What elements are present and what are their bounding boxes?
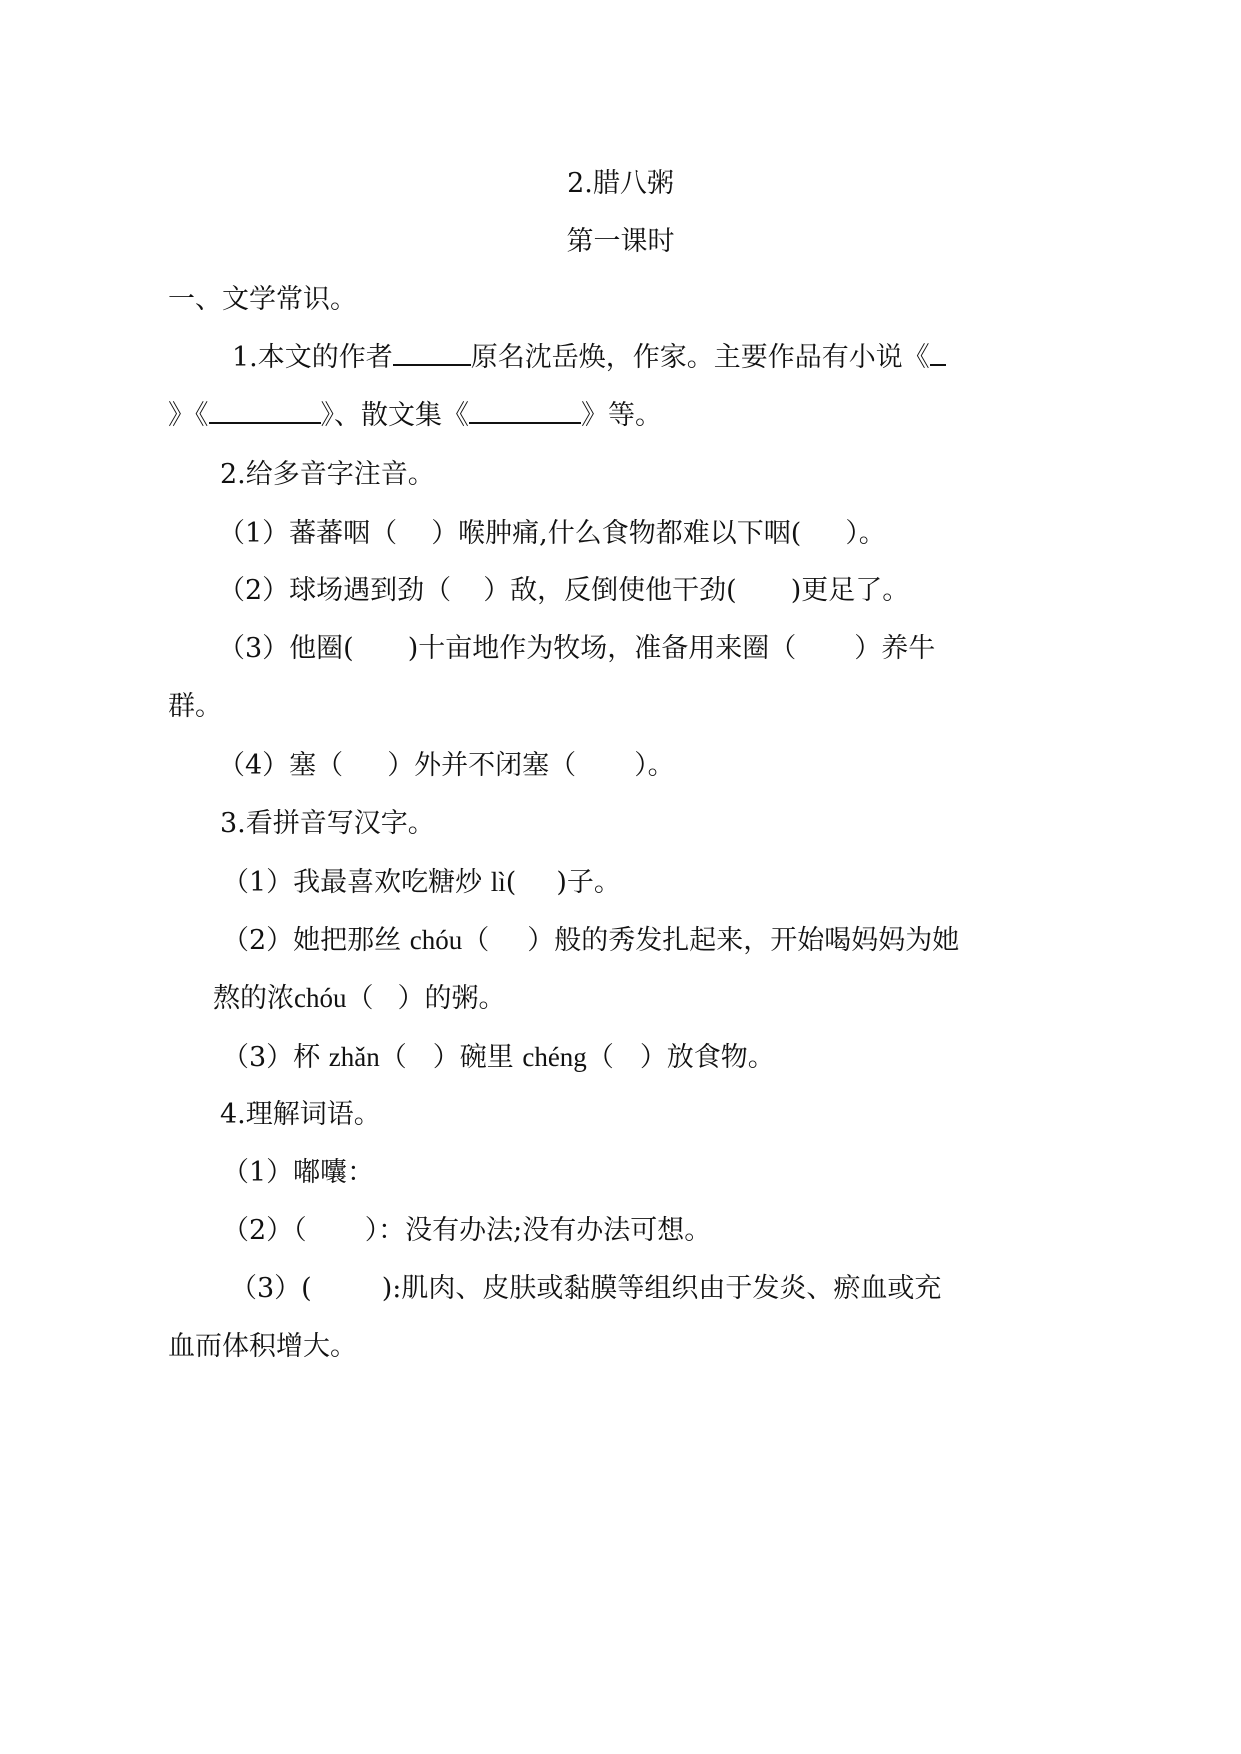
question-1-line-2 — [168, 396, 662, 436]
question-4-item-2 — [222, 1211, 711, 1251]
q1-line2-mid: 》、散文集《 — [320, 400, 469, 431]
question-4-item-3-cont: 血而体积增大。 — [168, 1331, 357, 1362]
question-2-item-3 — [218, 629, 935, 669]
q1-line2-end: 》等。 — [581, 400, 662, 431]
pinyin-cheng: chéng — [522, 1042, 587, 1072]
q2-3-c: ）养牛 — [854, 633, 936, 664]
q3-1-a: （1）我最喜欢吃糖炒 — [222, 867, 483, 898]
q1-mid: 原名沈岳焕，作家。主要作品有小说《 — [470, 342, 930, 373]
question-4-label: 4.理解词语。 — [220, 1099, 381, 1130]
page-title: 2.腊八粥 — [567, 168, 674, 199]
question-2-item-4 — [218, 746, 675, 786]
q2-1-a: （1）蕃蕃咽（ — [218, 518, 398, 549]
q2-1-b: ）喉肿痛,什么食物都难以下咽( — [431, 518, 802, 549]
q3-2-a: （2）她把那丝 — [222, 925, 402, 956]
q3-2-c: ）般的秀发扎起来，开始喝妈妈为她 — [527, 925, 960, 956]
q4-3-a: （3）( — [230, 1273, 312, 1304]
q3-2b-b: （ — [346, 983, 374, 1014]
q2-4-b: ）外并不闭塞（ — [387, 750, 577, 781]
page-subtitle: 第一课时 — [566, 226, 675, 257]
question-2-item-3-cont: 群。 — [168, 691, 222, 722]
q3-2b-a: 熬的浓 — [213, 983, 294, 1014]
question-3-item-3 — [222, 1037, 775, 1078]
q2-2-a: （2）球场遇到劲（ — [218, 575, 452, 606]
q3-3-c: ）碗里 — [432, 1042, 514, 1073]
pinyin-zhan: zhǎn — [328, 1042, 380, 1072]
q3-3-d: （ — [586, 1042, 614, 1073]
author-blank — [393, 338, 471, 366]
question-2-item-1 — [218, 514, 886, 554]
q4-2-b: ）：没有办法;没有办法可想。 — [364, 1215, 712, 1246]
q3-2-b: （ — [462, 925, 490, 956]
q2-2-b: ）敌，反倒使他干劲( — [483, 575, 737, 606]
essay-blank — [469, 396, 581, 424]
q3-3-e: ）放食物。 — [639, 1042, 775, 1073]
q2-2-c: )更足了。 — [790, 575, 910, 606]
q4-2-a: （2）（ — [222, 1215, 307, 1246]
q3-1-b: ( — [505, 867, 517, 898]
pinyin-chou-2: chóu — [294, 983, 347, 1013]
question-4-item-1: （1）嘟囔： — [222, 1157, 375, 1188]
q2-3-b: )十亩地作为牧场，准备用来圈（ — [407, 633, 797, 664]
q1-prefix: 1.本文的作者 — [232, 342, 393, 373]
question-3-item-2 — [222, 920, 959, 961]
question-1-line-1 — [232, 338, 946, 378]
q3-2b-c: ）的粥。 — [397, 983, 506, 1014]
question-2-label: 2.给多音字注音。 — [220, 459, 435, 490]
q2-4-a: （4）塞（ — [218, 750, 344, 781]
novel-blank-1 — [930, 338, 946, 366]
q2-3-a: （3）他圈( — [218, 633, 354, 664]
section-heading: 一、文学常识。 — [168, 284, 357, 315]
q1-line2-start: 》《 — [168, 400, 209, 431]
q2-1-c: ）。 — [845, 518, 886, 549]
pinyin-chou-1: chóu — [409, 925, 463, 955]
q3-3-b: （ — [379, 1042, 407, 1073]
question-3-item-1 — [222, 862, 621, 903]
pinyin-li: lì — [490, 867, 506, 897]
novel-blank-2 — [209, 396, 321, 424]
q3-3-a: （3）杯 — [222, 1042, 321, 1073]
question-3-item-2-cont — [213, 978, 505, 1019]
question-3-label: 3.看拼音写汉字。 — [220, 808, 435, 839]
question-2-item-2 — [218, 571, 909, 611]
question-4-item-3 — [230, 1269, 941, 1309]
q2-4-c: ）。 — [634, 750, 675, 781]
q4-3-b: ):肌肉、皮肤或黏膜等组织由于发炎、瘀血或充 — [381, 1273, 942, 1304]
q3-1-c: )子。 — [556, 867, 621, 898]
